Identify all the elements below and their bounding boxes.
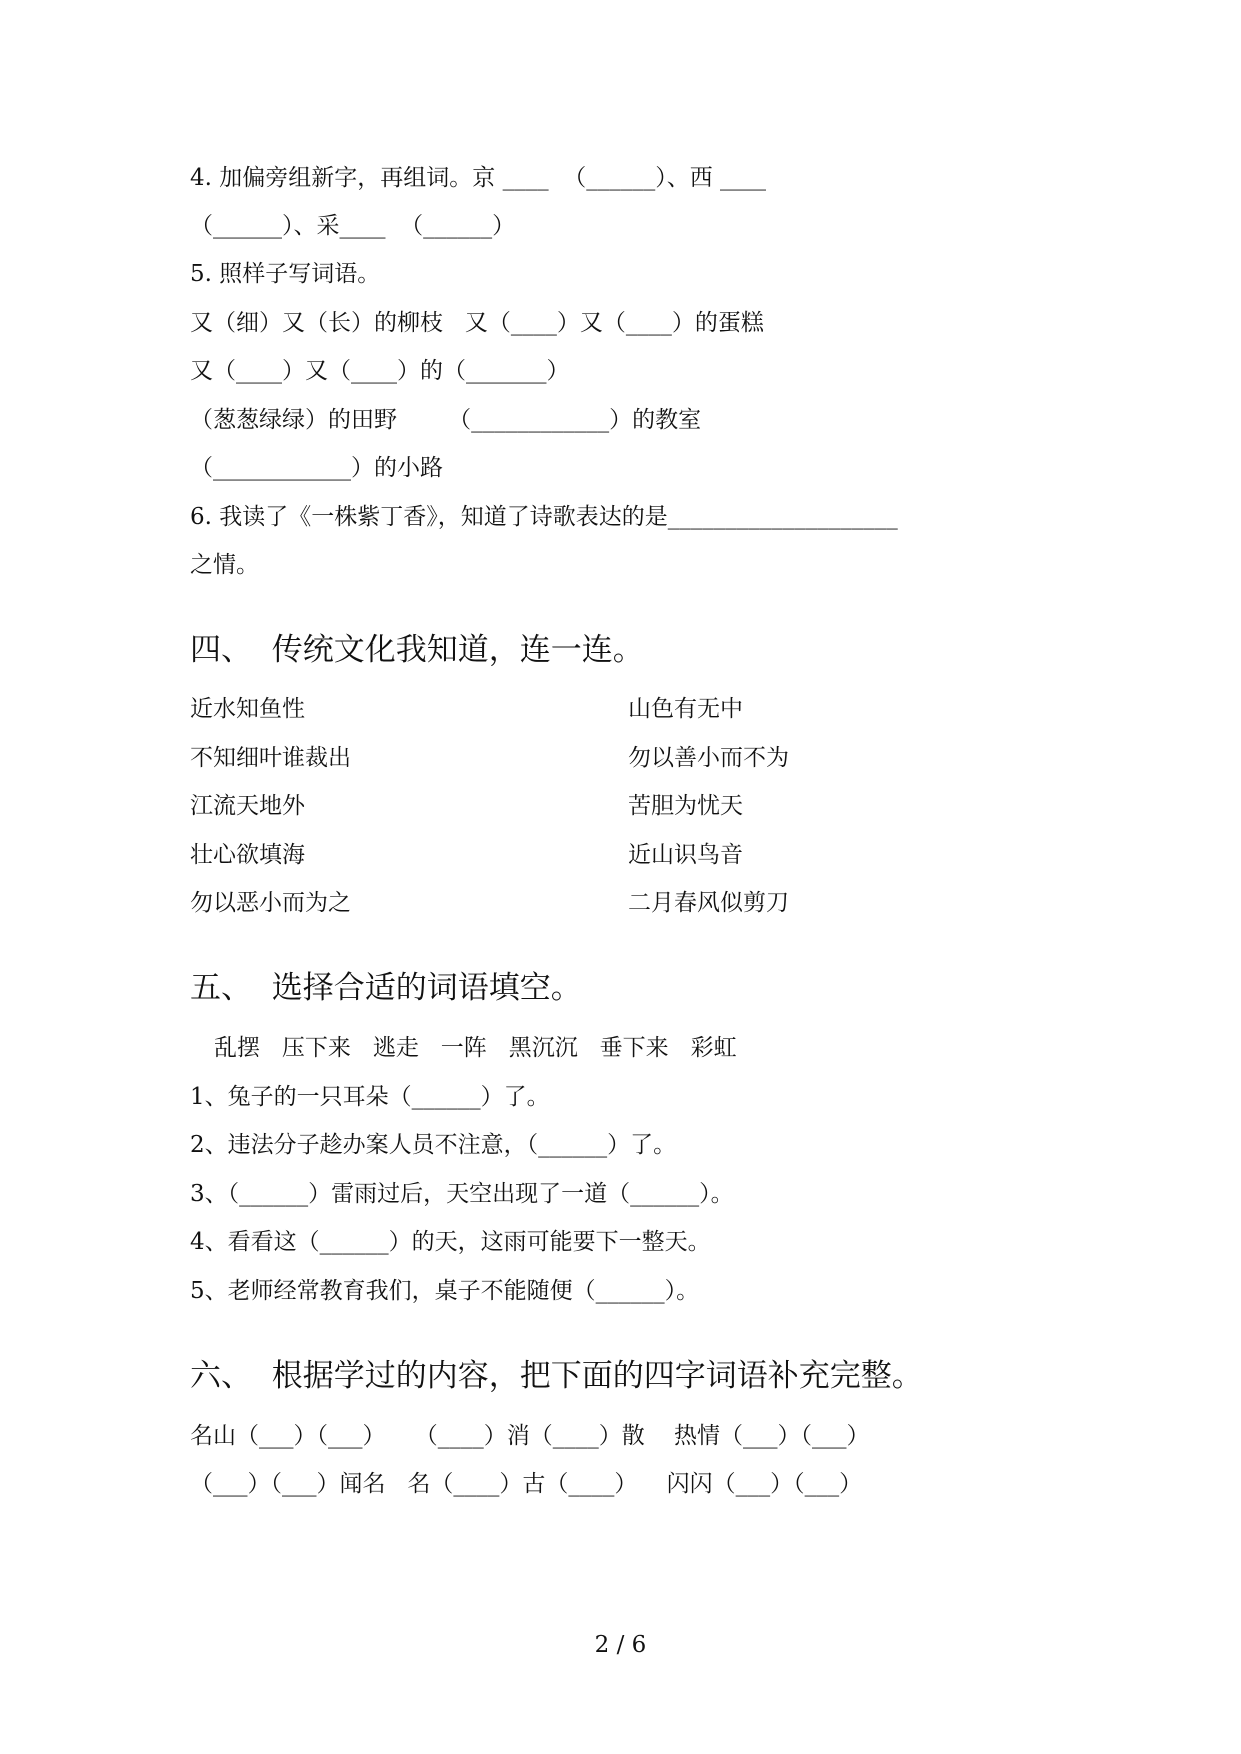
match-right-item: 苦胆为忧天 xyxy=(628,793,743,819)
q5-line-1: 又（细）又（长）的柳枝 又（____）又（____）的蛋糕 xyxy=(190,310,764,336)
match-left-item: 近水知鱼性 xyxy=(190,696,305,722)
match-left-item: 不知细叶谁裁出 xyxy=(190,745,351,771)
q5-title: 5. 照样子写词语。 xyxy=(190,261,381,287)
fill-item: 1、兔子的一只耳朵（______）了。 xyxy=(190,1084,550,1110)
match-right-item: 山色有无中 xyxy=(628,696,743,722)
fill-item: 5、老师经常教育我们，桌子不能随便（______）。 xyxy=(190,1278,700,1304)
match-right-item: 勿以善小而不为 xyxy=(628,745,789,771)
section-6-heading: 六、 根据学过的内容，把下面的四字词语补充完整。 xyxy=(190,1358,923,1394)
fill-item: 4、看看这（______）的天，这雨可能要下一整天。 xyxy=(190,1229,711,1255)
fill-item: 2、违法分子趁办案人员不注意，（______）了。 xyxy=(190,1132,677,1158)
q4-line-2: （______）、采____ （______） xyxy=(190,213,516,239)
match-left-item: 勿以恶小而为之 xyxy=(190,890,351,916)
q5-line-4: （____________）的小路 xyxy=(190,455,443,481)
q4-line-1: 4. 加偏旁组新字，再组词。京 ____ （______）、西 ____ xyxy=(190,165,766,191)
q6-line-1: 6. 我读了《一株紫丁香》，知道了诗歌表达的是____________________ xyxy=(190,504,898,530)
q5-line-3: （葱葱绿绿）的田野 （____________）的教室 xyxy=(190,407,702,433)
q5-line-2: 又（____）又（____）的（_______） xyxy=(190,358,570,384)
idiom-line-2: （___）（___）闻名 名（____）古（____） 闪闪（___）（___） xyxy=(190,1471,863,1497)
match-right-item: 近山识鸟音 xyxy=(628,842,743,868)
match-left-item: 江流天地外 xyxy=(190,793,305,819)
match-right-item: 二月春风似剪刀 xyxy=(628,890,789,916)
word-bank: 乱摆 压下来 逃走 一阵 黑沉沉 垂下来 彩虹 xyxy=(214,1035,737,1061)
page-number: 2 / 6 xyxy=(594,1632,647,1658)
fill-item: 3、（______）雷雨过后，天空出现了一道（______）。 xyxy=(190,1181,734,1207)
match-left-item: 壮心欲填海 xyxy=(190,842,305,868)
q6-line-2: 之情。 xyxy=(190,552,259,578)
section-4-heading: 四、 传统文化我知道，连一连。 xyxy=(190,632,644,668)
idiom-line-1: 名山（___）（___） （____）消（____）散 热情（___）（___） xyxy=(190,1423,870,1449)
section-5-heading: 五、 选择合适的词语填空。 xyxy=(190,970,582,1006)
